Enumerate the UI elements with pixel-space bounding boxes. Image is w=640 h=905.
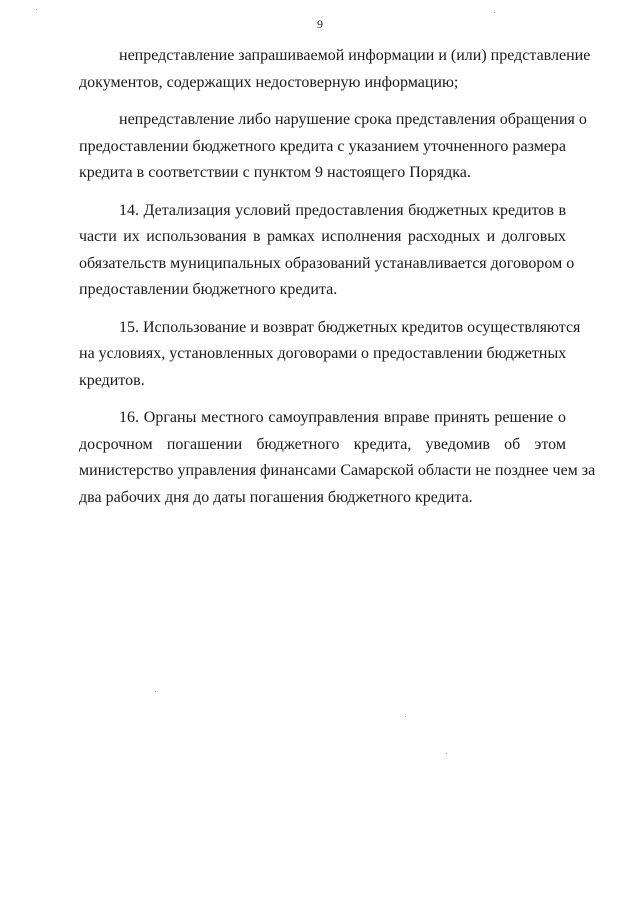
text-line: части их использования в рамках исполнения расходных и долговых [79, 228, 566, 245]
text-line: досрочном погашении бюджетного кредита, уведомив об этом [79, 435, 566, 453]
paragraph-clause-16 [79, 405, 596, 511]
scan-speck [446, 753, 447, 754]
text-line: 15. Использование и возврат бюджетных кредитов осуществляются [119, 318, 581, 336]
text-line: кредита в соответствии с пунктом 9 настоящего Порядка. [79, 164, 471, 181]
scan-speck [494, 12, 495, 13]
scan-speck [405, 716, 406, 717]
paragraph-clause-14 [79, 198, 575, 304]
text-line: на условиях, установленных договорами о предоставлении бюджетных [79, 345, 567, 362]
document-body [79, 43, 596, 522]
page-number: 9 [317, 17, 323, 31]
text-line: непредставление либо нарушение срока представления обращения о [119, 111, 587, 128]
text-line: два рабочих дня до даты погашения бюджетного кредита. [79, 488, 473, 506]
text-line: 16. Органы местного самоуправления вправе принять решение о [119, 409, 566, 426]
paragraph-clause-15 [79, 315, 581, 395]
text-line: кредитов. [79, 371, 145, 389]
text-line: министерство управления финансами Самарской области не позднее чем за [79, 462, 596, 479]
text-line: 14. Детализация условий предоставления бюджетных кредитов в [119, 201, 566, 219]
text-line: обязательств муниципальных образований устанавливается договором о [79, 254, 575, 272]
scan-speck [36, 9, 37, 10]
paragraph-nonsubmission-info [79, 43, 591, 96]
paragraph-nonsubmission-request [79, 107, 587, 187]
text-line: документов, содержащих недостоверную информацию; [79, 73, 459, 91]
scan-speck [155, 691, 156, 692]
text-line: предоставлении бюджетного кредита с указанием уточненного размера [79, 137, 566, 155]
text-line: непредставление запрашиваемой информации и (или) представление [119, 47, 591, 64]
text-line: предоставлении бюджетного кредита. [79, 281, 338, 298]
